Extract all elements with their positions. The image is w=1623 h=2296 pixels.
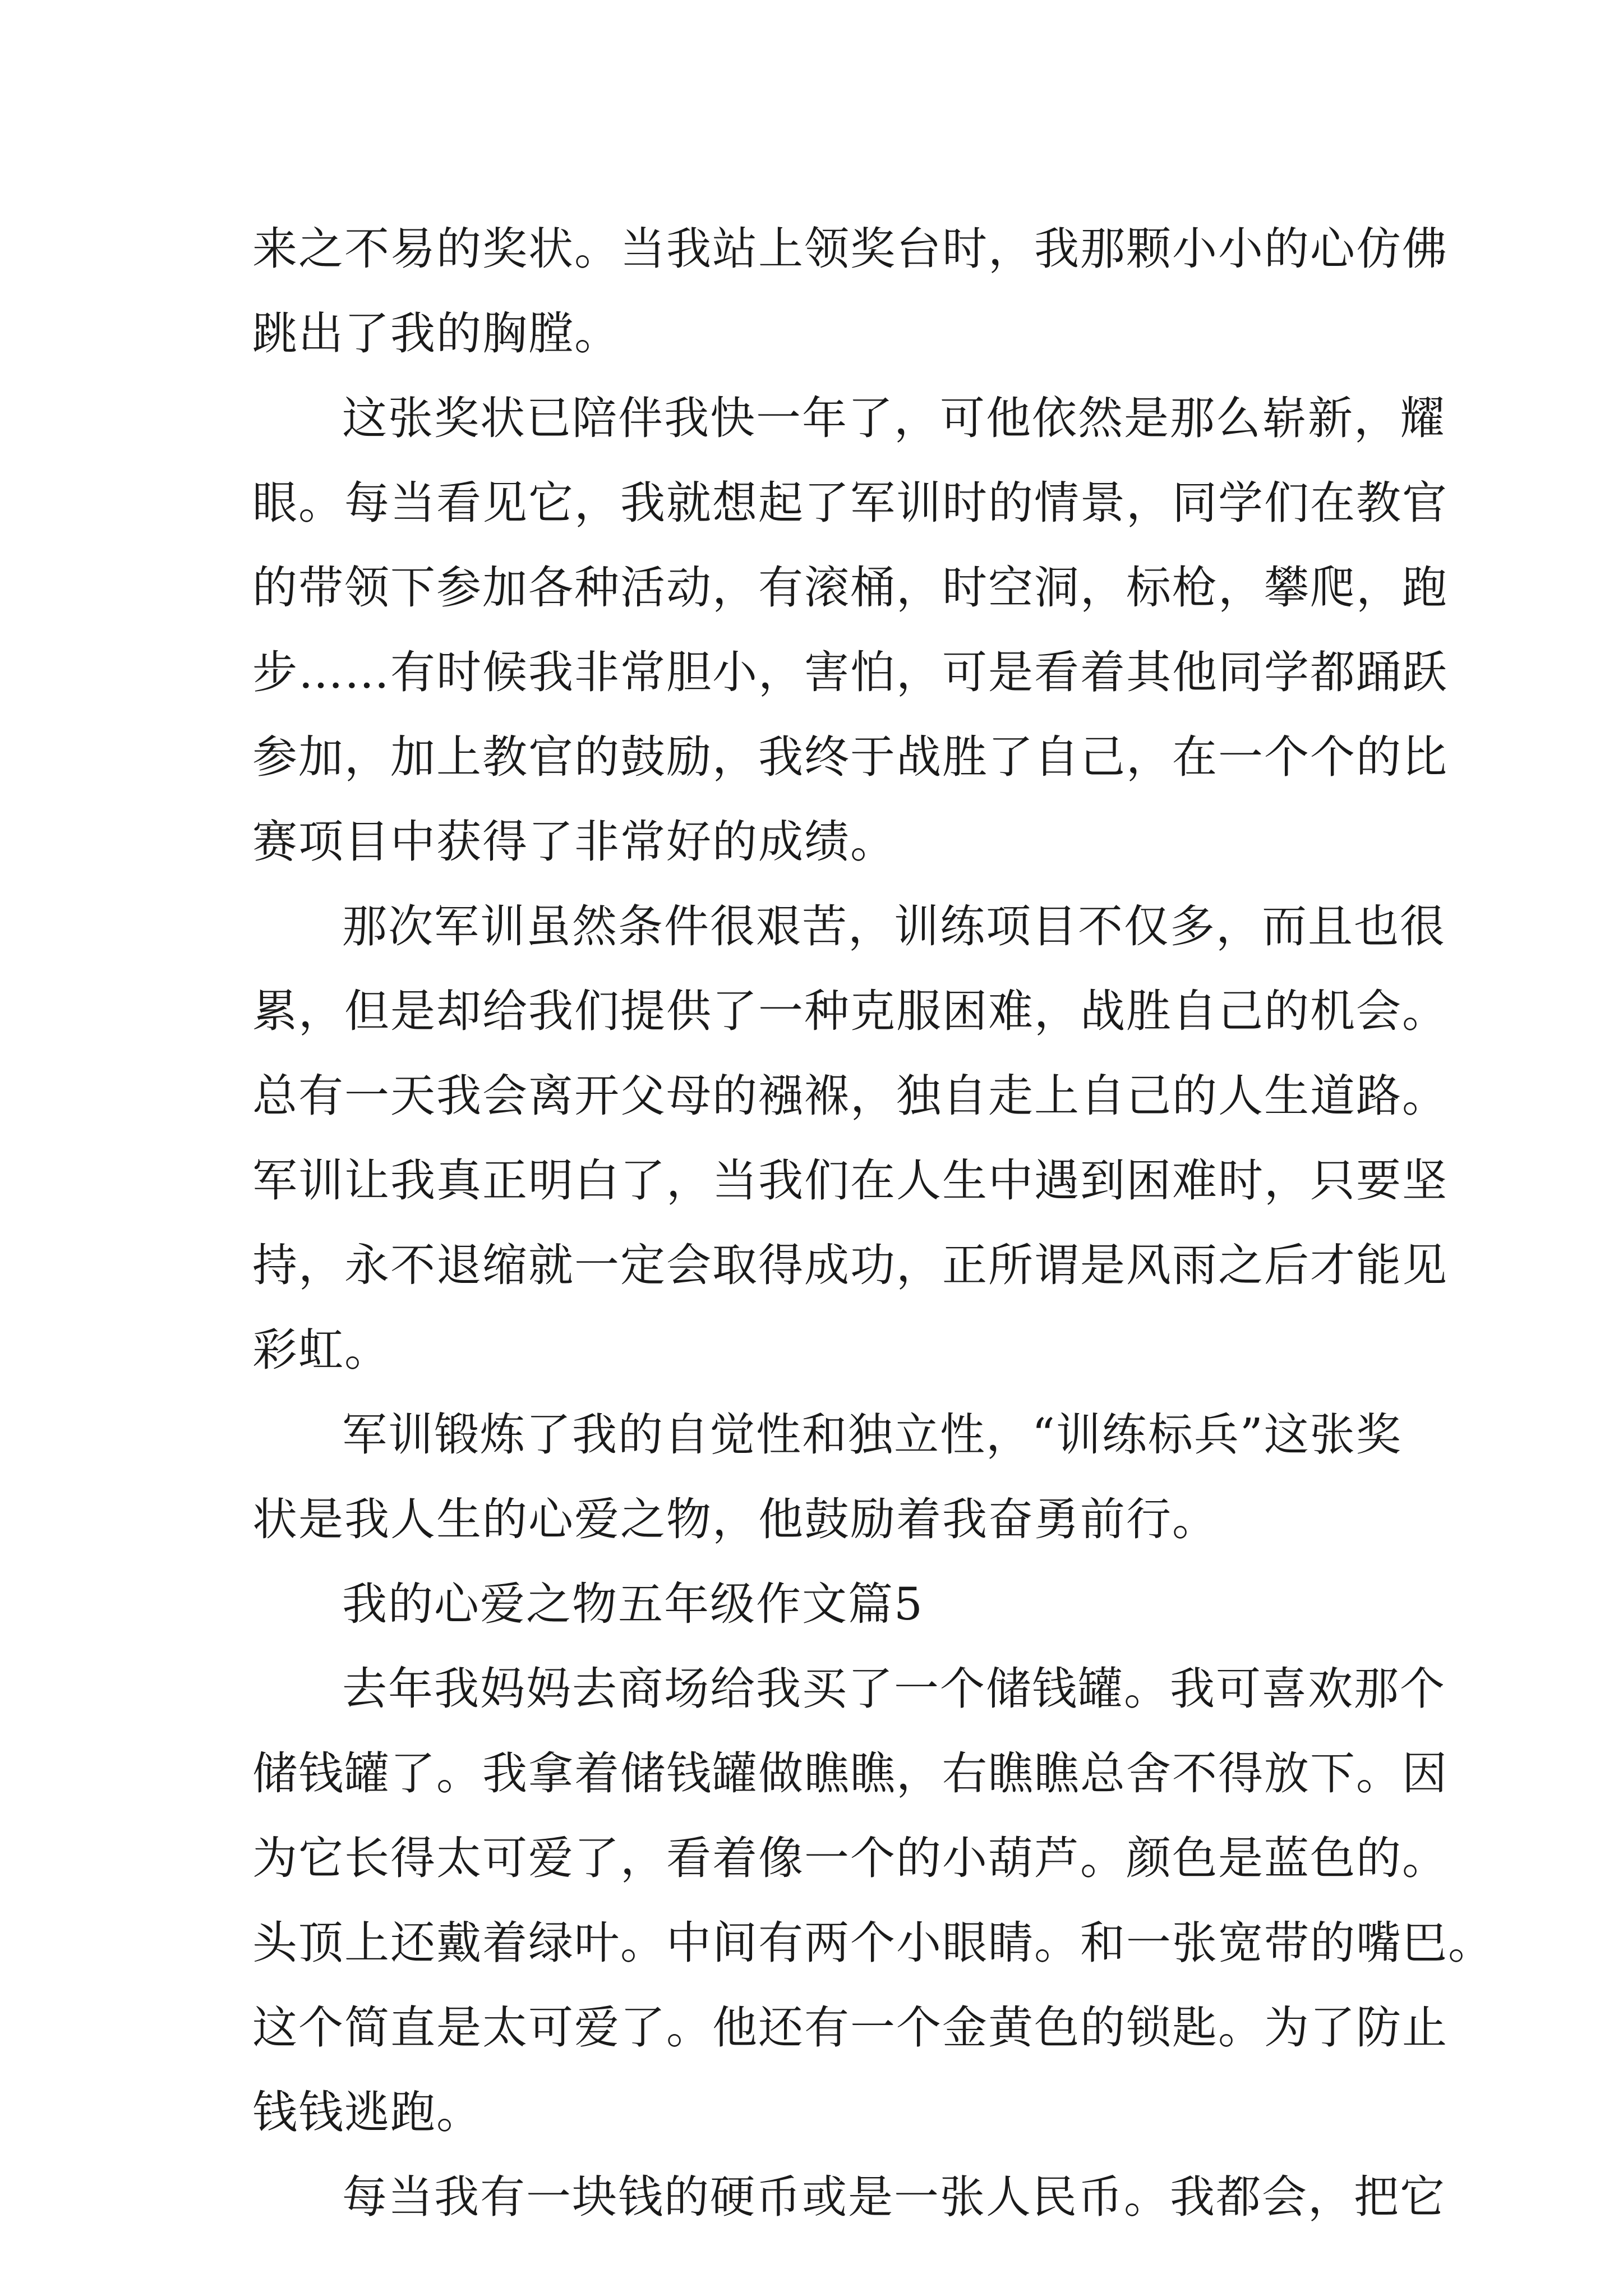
text-line: 军训让我真正明白了，当我们在人生中遇到困难时，只要坚: [252, 1154, 1448, 1207]
text-line: 持，永不退缩就一定会取得成功，正所谓是风雨之后才能见: [252, 1239, 1448, 1291]
text-line: 状是我人生的心爱之物，他鼓励着我奋勇前行。: [252, 1493, 1218, 1545]
text-line: 那次军训虽然条件很艰苦，训练项目不仅多，而且也很: [342, 900, 1446, 953]
text-line: 这张奖状已陪伴我快一年了，可他依然是那么崭新，耀: [342, 392, 1446, 444]
text-line: 这个简直是太可爱了。他还有一个金黄色的锁匙。为了防止: [252, 2001, 1448, 2054]
text-line: 跳出了我的胸膛。: [252, 307, 620, 360]
text-line: 每当我有一块钱的硬币或是一张人民币。我都会，把它: [342, 2171, 1446, 2223]
text-line: 总有一天我会离开父母的襁褓，独自走上自己的人生道路。: [252, 1070, 1448, 1122]
text-line: 的带领下参加各种活动，有滚桶，时空洞，标枪，攀爬，跑: [252, 562, 1448, 614]
text-line: 储钱罐了。我拿着储钱罐做瞧瞧，右瞧瞧总舍不得放下。因: [252, 1747, 1448, 1800]
text-line: 步……有时候我非常胆小，害怕，可是看着其他同学都踊跃: [252, 646, 1448, 698]
text-line: 参加，加上教官的鼓励，我终于战胜了自己，在一个个的比: [252, 731, 1448, 783]
text-line: 我的心爱之物五年级作文篇5: [342, 1578, 924, 1630]
text-line: 为它长得太可爱了，看着像一个的小葫芦。颜色是蓝色的。: [252, 1832, 1448, 1884]
text-line: 来之不易的奖状。当我站上领奖台时，我那颗小小的心仿佛: [252, 223, 1448, 275]
text-line: 累，但是却给我们提供了一种克服困难，战胜自己的机会。: [252, 985, 1448, 1037]
text-line: 钱钱逃跑。: [252, 2086, 482, 2138]
text-line: 军训锻炼了我的自觉性和独立性，“训练标兵”这张奖: [342, 1409, 1402, 1461]
text-line: 赛项目中获得了非常好的成绩。: [252, 816, 896, 868]
text-line: 彩虹。: [252, 1324, 390, 1376]
text-line: 去年我妈妈去商场给我买了一个储钱罐。我可喜欢那个: [342, 1663, 1446, 1715]
text-line: 头顶上还戴着绿叶。中间有两个小眼睛。和一张宽带的嘴巴。: [252, 1917, 1494, 1969]
text-line: 眼。每当看见它，我就想起了军训时的情景，同学们在教官: [252, 477, 1448, 529]
document-body: [252, 206, 1494, 2239]
